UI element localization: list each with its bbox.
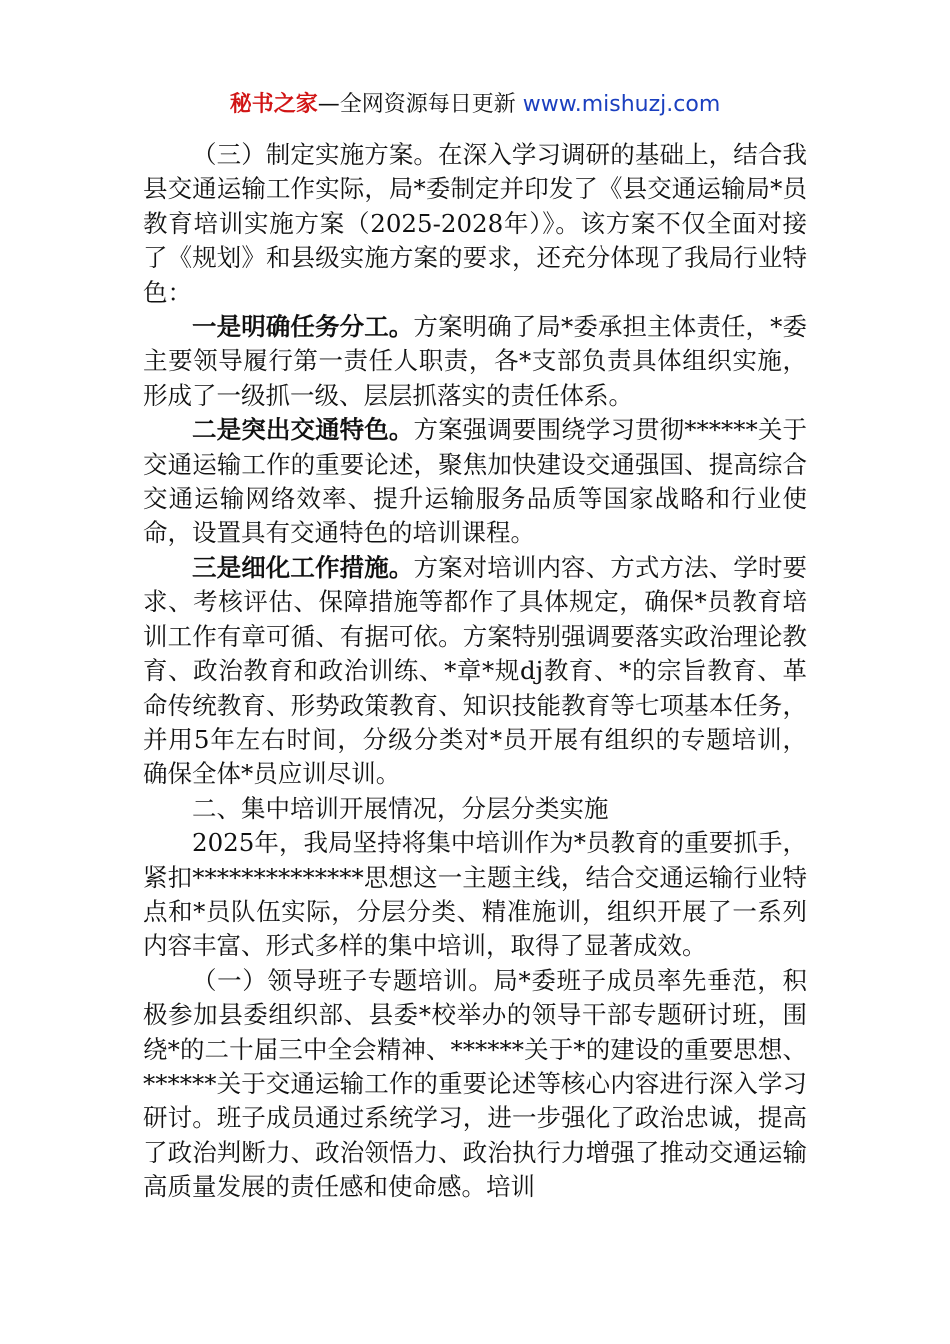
paragraph-text: （一）领导班子专题培训。局*委班子成员率先垂范，积极参加县委组织部、县委*校举办的领导干部专题研讨班，围绕*的二十届三中全会精神、******关于*的建设的重要思想、******关于交通运输工作的重要论述等核心内容进行深入学习研讨。班子成员通过系统学习，进一步强化了政治忠诚，提高了政治判断力、政治领悟力、政治执行力增强了推动交通运输高质量发展的责任感和使命感。培训: [143, 965, 807, 1202]
paragraph-text: 方案对培训内容、方式方法、学时要求、考核评估、保障措施等都作了具体规定，确保*员教育培训工作有章可循、有据可依。方案特别强调要落实政治理论教育、政治教育和政治训练、*章*规dj教育、*的宗旨教育、革命传统教育、形势政策教育、知识技能教育等七项基本任务，并用5年左右时间，分级分类对*员开展有组织的专题培训，确保全体*员应训尽训。: [143, 552, 807, 789]
paragraph-text: 方案强调要围绕学习贯彻******关于交通运输工作的重要论述，聚焦加快建设交通强国、提高综合交通运输网络效率、提升运输服务品质等国家战略和行业使命，设置具有交通特色的培训课程。: [143, 415, 808, 548]
paragraph: [143, 138, 807, 310]
header-site-link[interactable]: www.mishuzj.com: [522, 92, 721, 117]
paragraph-text: 2025年，我局坚持将集中培训作为*员教育的重要抓手，紧扣**************思想这一主题主线，结合交通运输行业特点和*员队伍实际，分层分类、精准施训，组织开展了一系列内容丰富、形式多样的集中培训，取得了显著成效。: [143, 828, 807, 961]
header-tagline: —全网资源每日更新: [317, 92, 523, 117]
paragraph: [143, 964, 807, 1205]
paragraph: [143, 826, 807, 964]
paragraph: [143, 310, 807, 413]
section-heading: [143, 792, 807, 826]
paragraph-text: （三）制定实施方案。在深入学习调研的基础上，结合我县交通运输工作实际，局*委制定并印发了《县交通运输局*员教育培训实施方案（2025-2028年）》。该方案不仅全面对接了《规划》和县级实施方案的要求，还充分体现了我局行业特色：: [143, 140, 807, 307]
paragraph-lead: 一是明确任务分工。: [192, 312, 414, 342]
paragraph: [143, 551, 807, 792]
paragraph-lead: 三是细化工作措施。: [192, 552, 414, 582]
document-body: [143, 138, 807, 1205]
document-header: [0, 88, 950, 122]
paragraph-lead: 二是突出交通特色。: [192, 415, 414, 445]
paragraph-text: 方案明确了局*委承担主体责任，*委主要领导履行第一责任人职责，各*支部负责具体组织实施，形成了一级抓一级、层层抓落实的责任体系。: [143, 312, 808, 410]
header-brand: 秘书之家: [229, 92, 318, 117]
paragraph-text: 二、集中培训开展情况，分层分类实施: [192, 793, 609, 823]
paragraph: [143, 413, 807, 551]
